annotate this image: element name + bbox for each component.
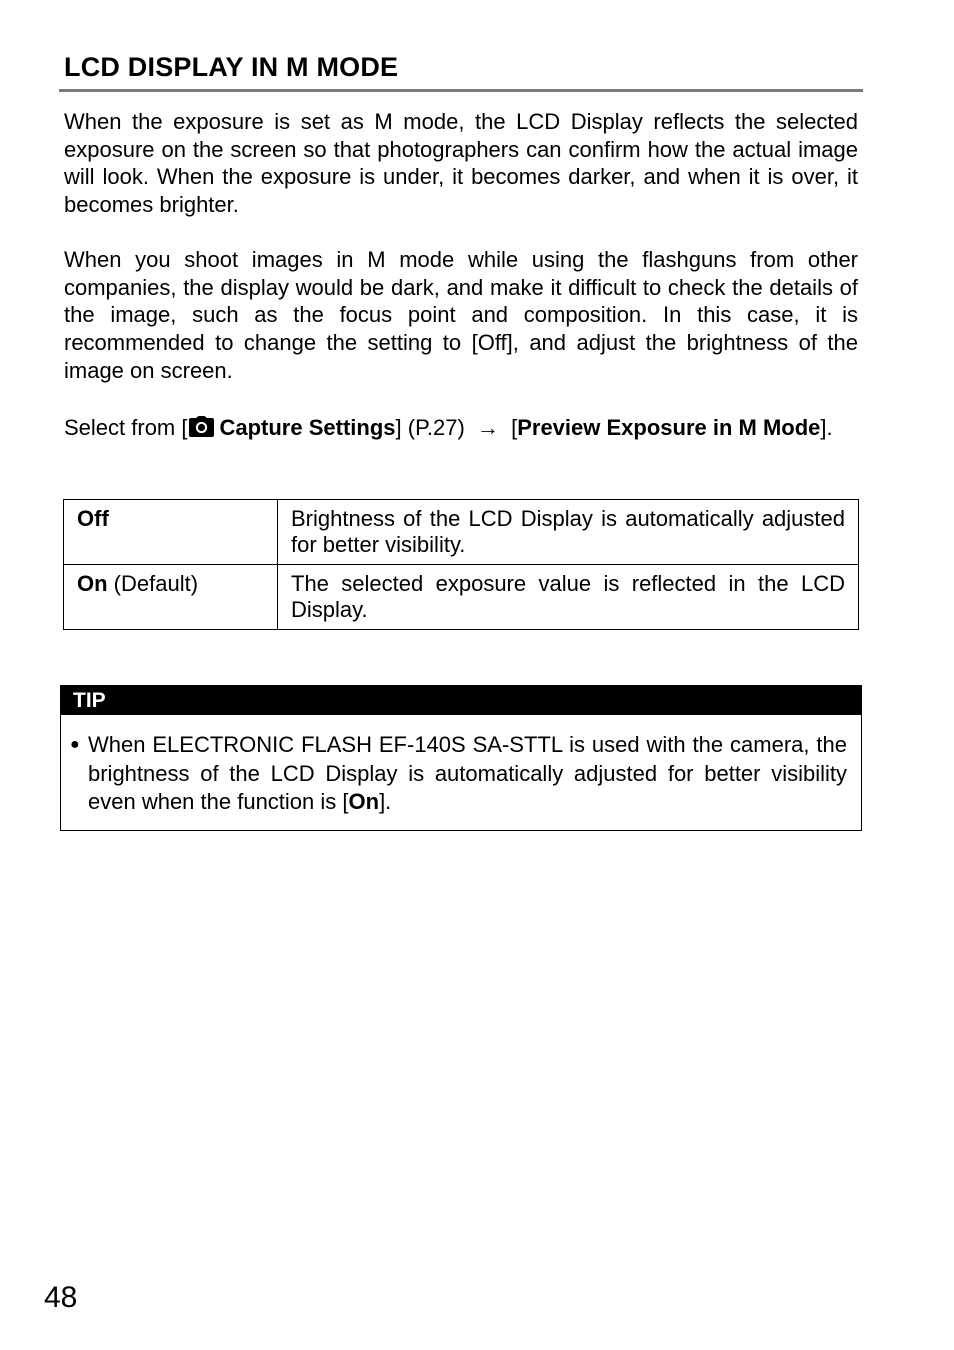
- menu-path-instruction: [64, 414, 858, 445]
- settings-table: [63, 499, 859, 630]
- table-row: [64, 500, 859, 565]
- page-number: 48: [44, 1281, 78, 1314]
- flash-paragraph: When you shoot images in M mode while using the flashguns from other companies, the display would be dark, and make it difficult to check the details of the image, such as the focus point and composition. In this case, it is recommended to change the setting to [Off], and adjust the brightness of the image on screen.: [64, 247, 858, 383]
- option-note: (Default): [107, 571, 199, 596]
- tip-box: [60, 685, 862, 831]
- option-cell: [64, 500, 278, 565]
- option-cell: [64, 565, 278, 630]
- intro-paragraph: When the exposure is set as M mode, the LCD Display reflects the selected exposure on the screen so that photographers can confirm how the actual image will look. When the exposure is under, it becomes darker, and when it is over, it becomes brighter.: [64, 109, 858, 218]
- option-label: Off: [77, 506, 109, 531]
- title-rule: [59, 89, 863, 92]
- page-reference: ] (P.27): [395, 415, 465, 440]
- menu-item-name: Preview Exposure in M Mode: [517, 415, 821, 440]
- tip-item: [70, 731, 847, 817]
- description-cell: Brightness of the LCD Display is automatically adjusted for better visibility.: [278, 500, 859, 565]
- tip-header: TIP: [61, 686, 861, 715]
- menu-name: Capture Settings: [219, 415, 396, 440]
- arrow-right-icon: →: [476, 415, 499, 440]
- camera-icon: [188, 416, 215, 445]
- tip-text-bold: On: [348, 789, 380, 814]
- section-title: LCD DISPLAY IN M MODE: [64, 52, 399, 82]
- bracket-close: ].: [820, 415, 833, 440]
- tip-text: When ELECTRONIC FLASH EF-140S SA-STTL is used with the camera, the brightness of the LCD Display is automatically adjusted for better visibility even when the function is [: [88, 732, 847, 814]
- option-label: On: [77, 571, 108, 596]
- description-cell: The selected exposure value is reflected in the LCD Display.: [278, 565, 859, 630]
- bracket-open: [: [511, 415, 518, 440]
- menu-path-prefix: Select from [: [64, 415, 188, 440]
- tip-text-end: ].: [379, 789, 392, 814]
- bullet-icon: ●: [70, 736, 80, 753]
- table-row: [64, 565, 859, 630]
